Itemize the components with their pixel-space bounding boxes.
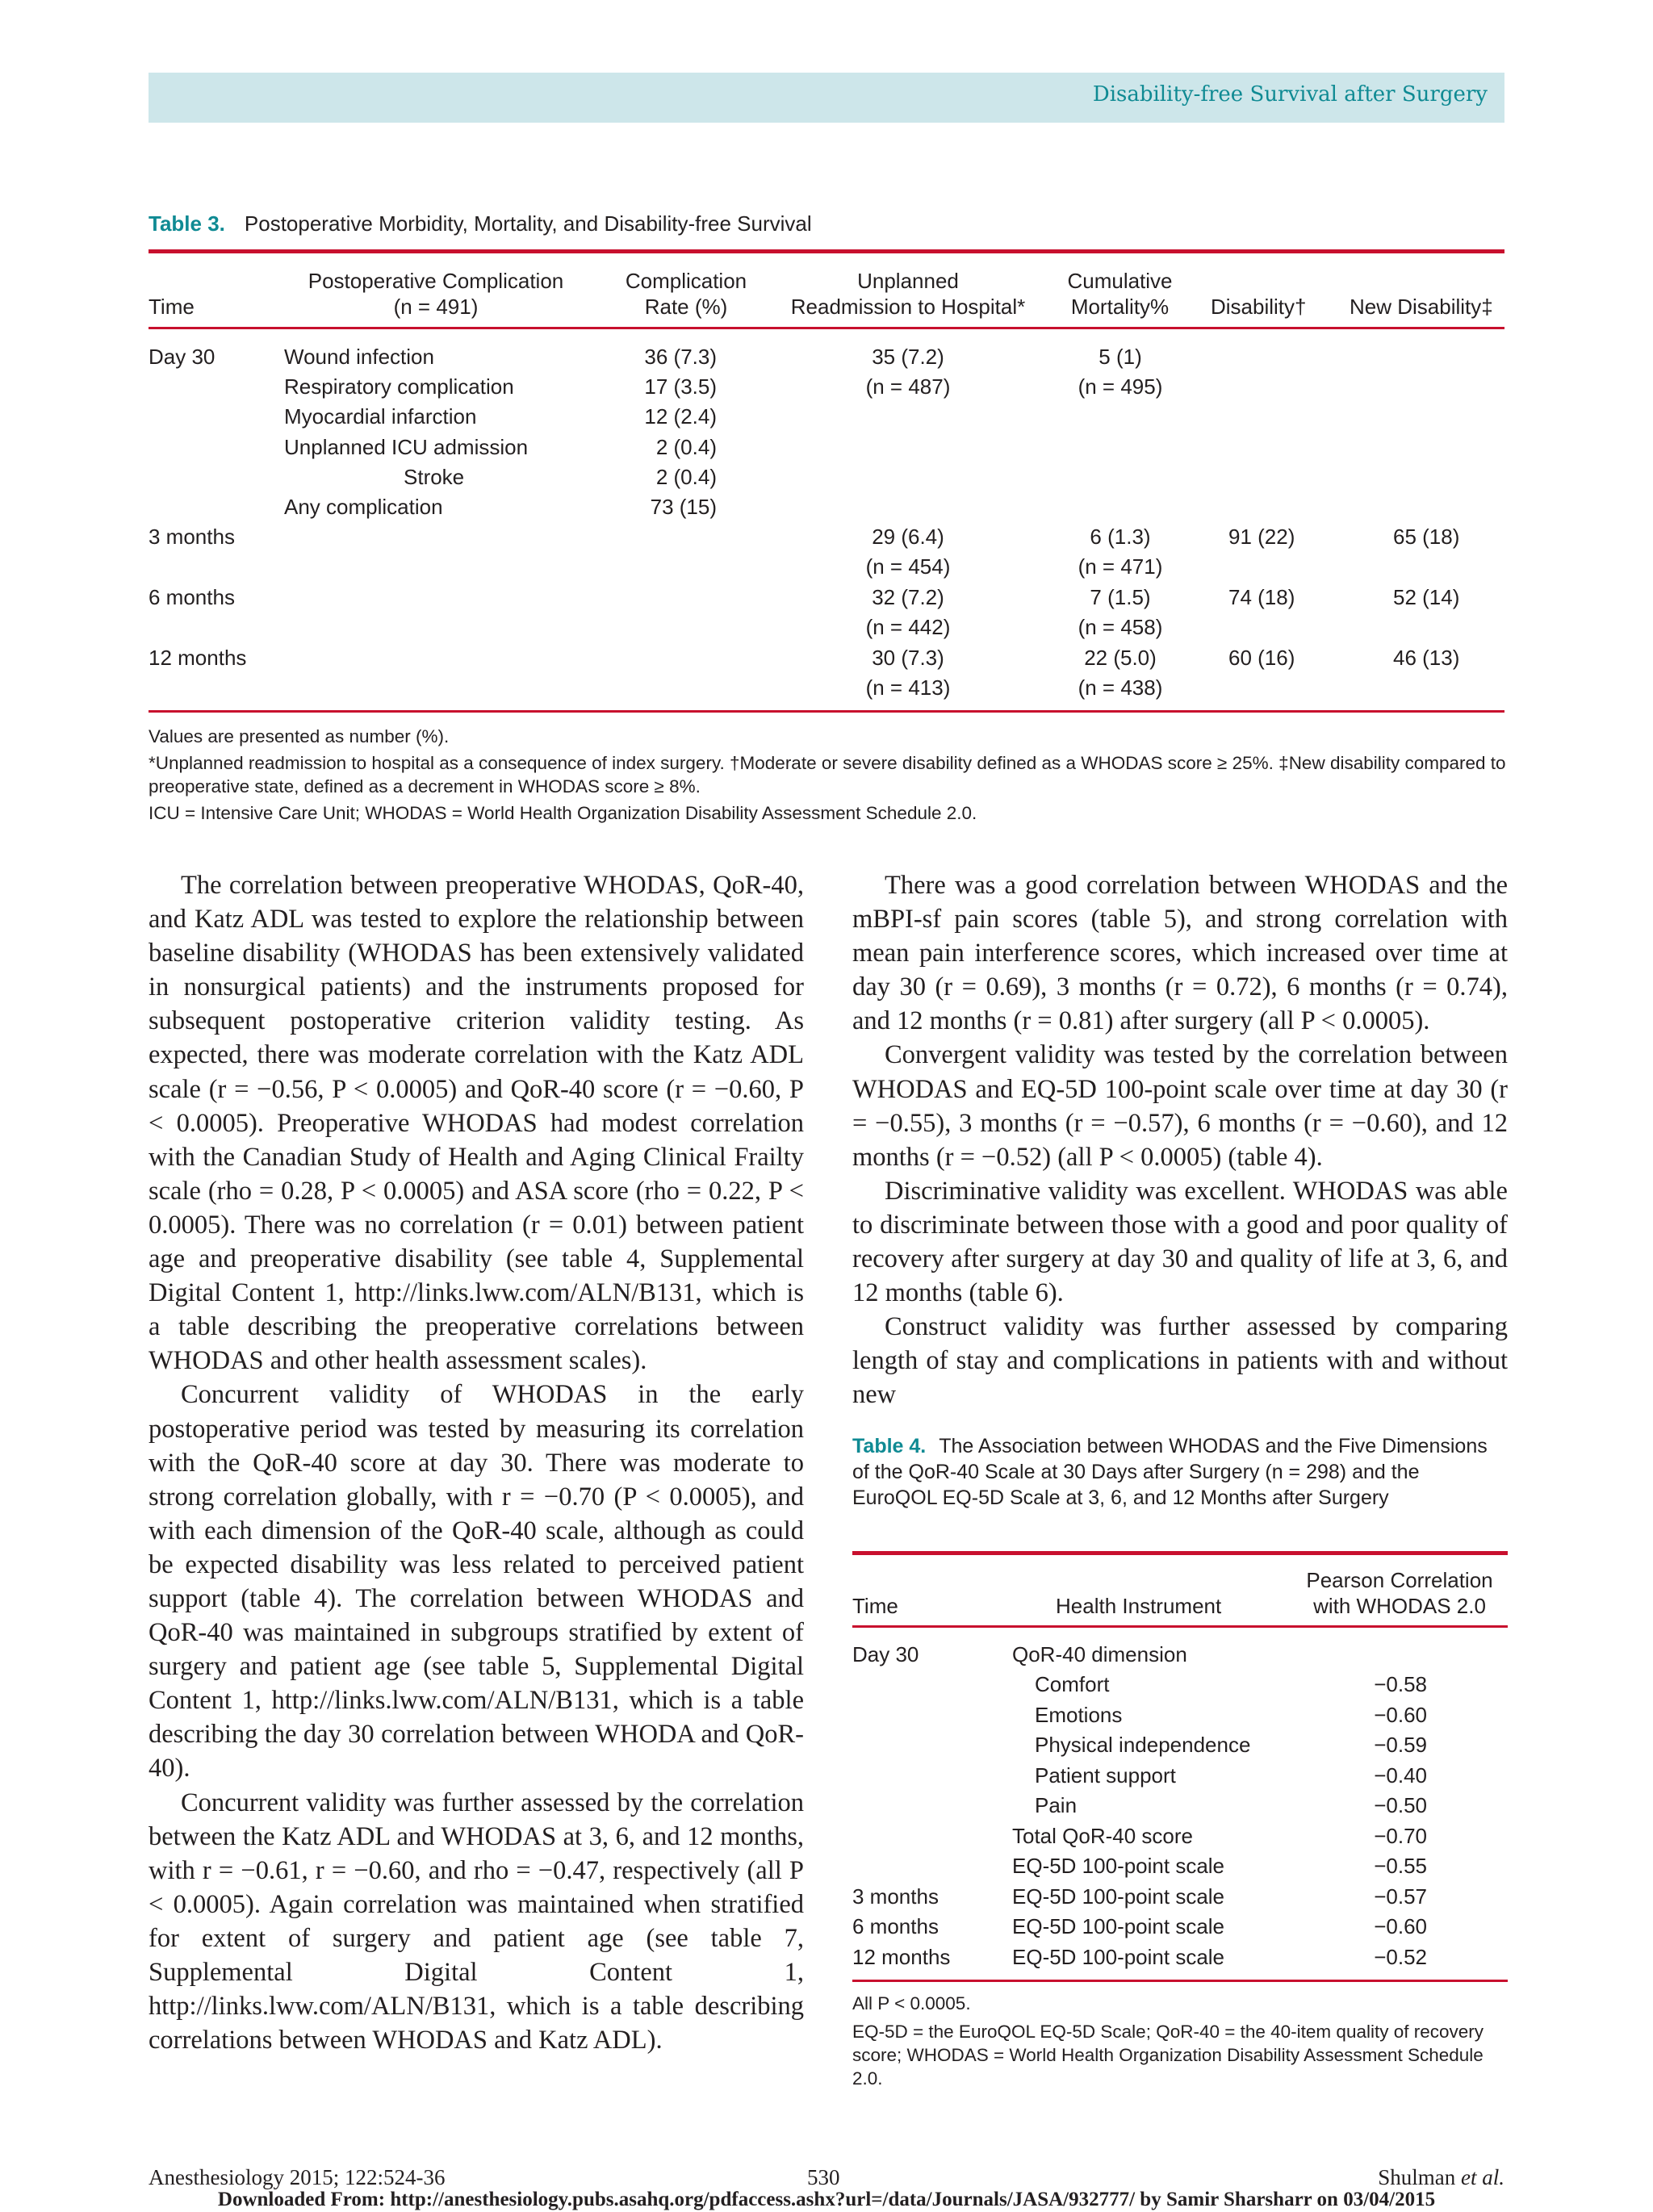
t3-row-time: 3 months <box>149 525 235 549</box>
t3-new-disability: 46 (13) <box>1393 646 1460 670</box>
t3-rate: 17 (3.5) <box>644 374 717 399</box>
t3-new-disability: 52 (14) <box>1393 585 1460 609</box>
running-head: Disability-free Survival after Surgery <box>1092 82 1488 107</box>
t4-row-time: 12 months <box>852 1945 951 1969</box>
table3-footnotes <box>149 725 1508 828</box>
t4-row-instrument: EQ-5D 100-point scale <box>1012 1945 1225 1969</box>
t3-readmission: 35 (7.2) <box>872 345 944 369</box>
footer-page-number: 530 <box>807 2165 840 2189</box>
t3-rate: 36 (7.3) <box>644 345 717 369</box>
t3-header-complication-line2: (n = 491) <box>393 295 479 319</box>
t3-readmission-n: (n = 487) <box>865 374 951 399</box>
t3-mortality: 6 (1.3) <box>1090 525 1151 549</box>
t4-row-instrument: EQ-5D 100-point scale <box>1012 1884 1225 1909</box>
t4-row-instrument: EQ-5D 100-point scale <box>1012 1854 1225 1878</box>
t4-row-instrument: Physical independence <box>1035 1733 1251 1757</box>
t3-mortality-n: (n = 495) <box>1078 374 1163 399</box>
table4-header-rule <box>852 1625 1508 1628</box>
t4-row-instrument: Patient support <box>1035 1763 1176 1788</box>
t3-row-time: 6 months <box>149 585 235 609</box>
t3-new-disability: 65 (18) <box>1393 525 1460 549</box>
t3-row-time: 12 months <box>149 646 247 670</box>
t3-readmission-n: (n = 413) <box>865 675 951 700</box>
t3-readmission: 30 (7.3) <box>872 646 944 670</box>
t4-header-correlation-line1: Pearson Correlation <box>1306 1568 1493 1592</box>
download-watermark: Downloaded From: http://anesthesiology.pubs.asahq.org/pdfaccess.ashx?url=/data/Journals/JASA/932777/ by Samir Sharsharr on 03/04/2015 <box>217 2189 1436 2210</box>
body-column-left <box>149 868 804 2057</box>
t3-header-readmission-line2: Readmission to Hospital* <box>790 295 1026 319</box>
table4-caption <box>852 1433 1508 1511</box>
body-paragraph: Discriminative validity was excellent. WHODAS was able to discriminate between those with a good and poor quality of recovery after surgery at day 30 and quality of life at 3, 6, and 12 months (table 6). <box>852 1176 1508 1308</box>
t4-row-time: Day 30 <box>852 1642 919 1666</box>
t3-disability: 74 (18) <box>1228 585 1295 609</box>
footer-et-al: et al. <box>1461 2165 1504 2189</box>
t4-header-correlation-line2: with WHODAS 2.0 <box>1313 1594 1486 1618</box>
body-paragraph: Convergent validity was tested by the correlation between WHODAS and EQ-5D 100-point scale over time at day 30 (r = −0.55), 3 months (r = −0.57), 6 months (r = −0.60), and 12 months (r = −0.52) (all P < 0.0005) (table 4). <box>852 1040 1508 1172</box>
t3-day30-time: Day 30 <box>149 345 216 369</box>
t3-header-complication <box>282 268 589 320</box>
t3-header-readmission <box>775 268 1041 320</box>
footer-journal: Anesthesiology 2015; 122:524-36 <box>149 2165 446 2189</box>
table4-title: The Association between WHODAS and the Five Dimensions of the QoR-40 Scale at 30 Days after Surgery (n = 298) and the EuroQOL EQ-5D Scale at 3, 6, and 12 Months after Surgery <box>852 1435 1488 1509</box>
t3-mortality-n: (n = 438) <box>1078 675 1163 700</box>
t4-row-instrument: EQ-5D 100-point scale <box>1012 1914 1225 1938</box>
t4-row-value: −0.60 <box>1374 1703 1427 1727</box>
t3-header-mortality <box>1049 268 1191 320</box>
body-column-right <box>852 868 1508 1412</box>
t3-header-mortality-line2: Mortality% <box>1070 295 1170 319</box>
t3-header-new-disability: New Disability‡ <box>1350 295 1493 319</box>
t3-mortality: 5 (1) <box>1099 345 1142 369</box>
table3-note: *Unplanned readmission to hospital as a consequence of index surgery. †Moderate or severe disability defined as a WHODAS score ≥ 25%. ‡New disability compared to preoperative state, defined as a decrement in WHODAS score ≥ 8%. <box>149 753 1506 797</box>
t4-row-value: −0.50 <box>1374 1793 1427 1817</box>
table4-note: All P < 0.0005. <box>852 1993 971 2013</box>
t3-complication: Stroke <box>404 465 465 489</box>
table3-bottom-rule <box>149 710 1504 713</box>
t3-readmission-n: (n = 442) <box>865 615 951 639</box>
table4-bottom-rule <box>852 1980 1508 1982</box>
t3-rate: 73 (15) <box>650 495 717 519</box>
t3-header-time: Time <box>149 295 195 319</box>
table4-label: Table 4. <box>852 1435 927 1457</box>
t4-row-value: −0.55 <box>1374 1854 1427 1878</box>
t3-mortality-n: (n = 458) <box>1078 615 1163 639</box>
t3-mortality: 22 (5.0) <box>1084 646 1157 670</box>
t3-header-rate <box>605 268 767 320</box>
table3-header-rule <box>149 327 1504 329</box>
t3-header-disability: Disability† <box>1211 295 1307 319</box>
t4-row-value: −0.57 <box>1374 1884 1427 1909</box>
table3-note: Values are presented as number (%). <box>149 726 450 746</box>
t3-complication: Myocardial infarction <box>284 404 477 429</box>
table4-footnotes <box>852 1992 1508 2095</box>
t4-row-value: −0.59 <box>1374 1733 1427 1757</box>
running-head-band <box>149 73 1504 123</box>
t3-header-readmission-line1: Unplanned <box>857 269 959 293</box>
t3-readmission: 29 (6.4) <box>872 525 944 549</box>
table3-note: ICU = Intensive Care Unit; WHODAS = World Health Organization Disability Assessment Schedule 2.0. <box>149 803 977 823</box>
t4-row-instrument: Emotions <box>1035 1703 1123 1727</box>
t3-disability: 91 (22) <box>1228 525 1295 549</box>
footer-authors <box>1378 2165 1504 2190</box>
t3-rate: 12 (2.4) <box>644 404 717 429</box>
t4-row-value: −0.52 <box>1374 1945 1427 1969</box>
t4-header-time: Time <box>852 1594 898 1618</box>
table4-top-rule <box>852 1551 1508 1555</box>
body-paragraph: The correlation between preoperative WHODAS, QoR-40, and Katz ADL was tested to explore the relationship between baseline disability (WHODAS has been extensively validated in nonsurgical patients) and the instruments proposed for subsequent postoperative criterion validity testing. As expected, there was moderate correlation with the Katz ADL scale (r = −0.56, P < 0.0005) and QoR-40 score (r = −0.60, P < 0.0005). Preoperative WHODAS had modest correlation with the Canadian Study of Health and Aging Clinical Frailty scale (rho = 0.28, P < 0.0005) and ASA score (rho = 0.22, P < 0.0005). There was no correlation (r = 0.01) between patient age and preoperative disability (see table 4, Supplemental Digital Content 1, http://links.lww.com/ALN/B131, which is a table describing the preoperative correlations between WHODAS and other health assessment scales). <box>149 871 804 1376</box>
table3-caption <box>149 211 812 236</box>
t3-complication: Respiratory complication <box>284 374 514 399</box>
table3-title: Postoperative Morbidity, Mortality, and Disability-free Survival <box>244 211 812 236</box>
t4-header-instrument: Health Instrument <box>1056 1594 1222 1618</box>
t3-readmission-n: (n = 454) <box>865 554 951 579</box>
t3-rate: 2 (0.4) <box>655 465 717 489</box>
table3-top-rule <box>149 249 1504 253</box>
body-paragraph: Construct validity was further assessed by comparing length of stay and complications in patients with and without new <box>852 1312 1508 1410</box>
t3-header-rate-line2: Rate (%) <box>644 295 728 319</box>
t4-row-value: −0.58 <box>1374 1672 1427 1696</box>
t4-row-value: −0.40 <box>1374 1763 1427 1788</box>
t3-complication: Any complication <box>284 495 443 519</box>
t3-disability: 60 (16) <box>1228 646 1295 670</box>
t3-rate: 2 (0.4) <box>655 435 717 459</box>
t3-header-mortality-line1: Cumulative <box>1067 269 1173 293</box>
t4-row-value: −0.60 <box>1374 1914 1427 1938</box>
t4-row-time: 6 months <box>852 1914 939 1938</box>
table4-note: EQ-5D = the EuroQOL EQ-5D Scale; QoR-40 = the 40-item quality of recovery score; WHODAS = World Health Organization Disability Assessment Schedule 2.0. <box>852 2022 1484 2089</box>
t4-row-instrument: Pain <box>1035 1793 1078 1817</box>
t4-header-correlation <box>1291 1567 1508 1619</box>
t3-complication: Unplanned ICU admission <box>284 435 529 459</box>
t4-row-instrument: QoR-40 dimension <box>1012 1642 1187 1666</box>
table3-label: Table 3. <box>149 211 225 236</box>
footer-author-name: Shulman <box>1378 2165 1456 2189</box>
body-paragraph: There was a good correlation between WHODAS and the mBPI-sf pain scores (table 5), and strong correlation with mean pain interference scores, which increased over time at day 30 (r = 0.69), 3 months (r = 0.72), 6 months (r = 0.74), and 12 months (r = 0.81) after surgery (all P < 0.0005). <box>852 871 1508 1036</box>
t4-row-value: −0.70 <box>1374 1824 1427 1848</box>
body-paragraph: Concurrent validity of WHODAS in the early postoperative period was tested by measuring its correlation with the QoR-40 score at day 30. There was moderate to strong correlation globally, with r = −0.70 (P < 0.0005), and with each dimension of the QoR-40 scale, although as could be expected disability was less related to perceived patient support (table 4). The correlation between WHODAS and QoR-40 was maintained in subgroups stratified by extent of surgery and patient age (see table 5, Supplemental Digital Content 1, http://links.lww.com/ALN/B131, which is a table describing the day 30 correlation between WHODA and QoR-40). <box>149 1380 804 1783</box>
t3-mortality-n: (n = 471) <box>1078 554 1163 579</box>
t4-row-instrument: Comfort <box>1035 1672 1110 1696</box>
t4-row-instrument: Total QoR-40 score <box>1012 1824 1193 1848</box>
t4-row-time: 3 months <box>852 1884 939 1909</box>
body-paragraph: Concurrent validity was further assessed by the correlation between the Katz ADL and WHODAS at 3, 6, and 12 months, with r = −0.61, r = −0.60, and rho = −0.47, respectively (all P < 0.0005). Again correlation was maintained when stratified for extent of surgery and patient age (see table 7, Supplemental Digital Content 1, http://links.lww.com/ALN/B131, which is a table describing correlations between WHODAS and Katz ADL). <box>149 1788 804 2055</box>
t3-header-complication-line1: Postoperative Complication <box>308 269 564 293</box>
t3-header-rate-line1: Complication <box>625 269 747 293</box>
t3-readmission: 32 (7.2) <box>872 585 944 609</box>
t3-complication: Wound infection <box>284 345 434 369</box>
t3-mortality: 7 (1.5) <box>1090 585 1151 609</box>
